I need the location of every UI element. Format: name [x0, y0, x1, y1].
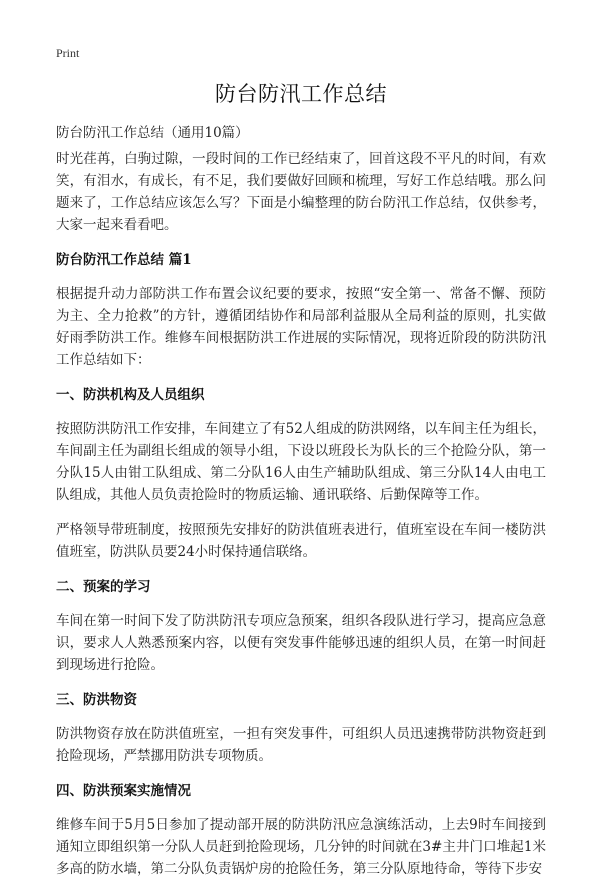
section-paragraph: 严格领导带班制度，按照预先安排好的防洪值班表进行，值班室设在车间一楼防洪值班室，防洪队员要24小时保持通信联络。 — [56, 522, 546, 560]
section-heading-organization: 一、防洪机构及人员组织 — [56, 387, 205, 403]
section-paragraph: 按照防洪防汛工作安排，车间建立了有52人组成的防洪网络，以车间主任为组长，车间副主任为副组长组成的领导小组，下设以班段长为队长的三个抢险分队，第一分队15人由钳工队组成、第二分队16人由生产辅助队组成、第三分队14人由电工队组成，其他人员负责抢险时的物质运输、通讯联络、后勤保障等工作。 — [56, 421, 546, 503]
intro-paragraph: 时光荏苒，白驹过隙，一段时间的工作已经结束了，回首这段不平凡的时间，有欢笑，有泪水，有成长，有不足，我们要做好回顾和梳理，写好工作总结哦。那么问题来了，工作总结应该怎么写？下面是小编整理的防台防汛工作总结，仅供参考，大家一起来看看吧。 — [56, 151, 546, 233]
section-paragraph: 维修车间于5月5日参加了提动部开展的防洪防汛应急演练活动，上去9时车间接到通知立即组织第一分队人员赶到抢险现场，几分钟的时间就在3#主井门口堆起1米多高的防水墙，第二分队负责锅炉房的抢险任务，第三分队原地待命，等待下步安 — [56, 817, 546, 877]
section-heading-materials: 三、防洪物资 — [56, 692, 137, 708]
document-body — [56, 148, 546, 893]
article-intro-paragraph: 根据提升动力部防洪工作布置会议纪要的要求，按照“安全第一、常备不懈、预防为主、全力抢救”的方针，遵循团结协作和局部利益服从全局利益的原则，扎实做好雨季防洪工作。维修车间根据防洪工作进展的实际情况，现将近阶段的防洪防汛工作总结如下： — [56, 286, 546, 368]
article-heading: 防台防汛工作总结 篇1 — [56, 252, 192, 268]
document-subtitle: 防台防汛工作总结（通用10篇） — [56, 125, 249, 141]
document-title: 防台防汛工作总结 — [215, 82, 387, 106]
section-paragraph: 车间在第一时间下发了防洪防汛专项应急预案，组织各段队进行学习，提高应急意识，要求人人熟悉预案内容，以便有突发事件能够迅速的组织人员，在第一时间赶到现场进行抢险。 — [56, 613, 546, 673]
section-heading-plan-study: 二、预案的学习 — [56, 579, 151, 595]
print-link[interactable]: Print — [56, 46, 80, 60]
section-heading-implementation: 四、防洪预案实施情况 — [56, 783, 191, 799]
section-paragraph: 防洪物资存放在防洪值班室，一担有突发事件，可组织人员迅速携带防洪物资赶到抢险现场，严禁挪用防洪专项物质。 — [56, 726, 546, 764]
